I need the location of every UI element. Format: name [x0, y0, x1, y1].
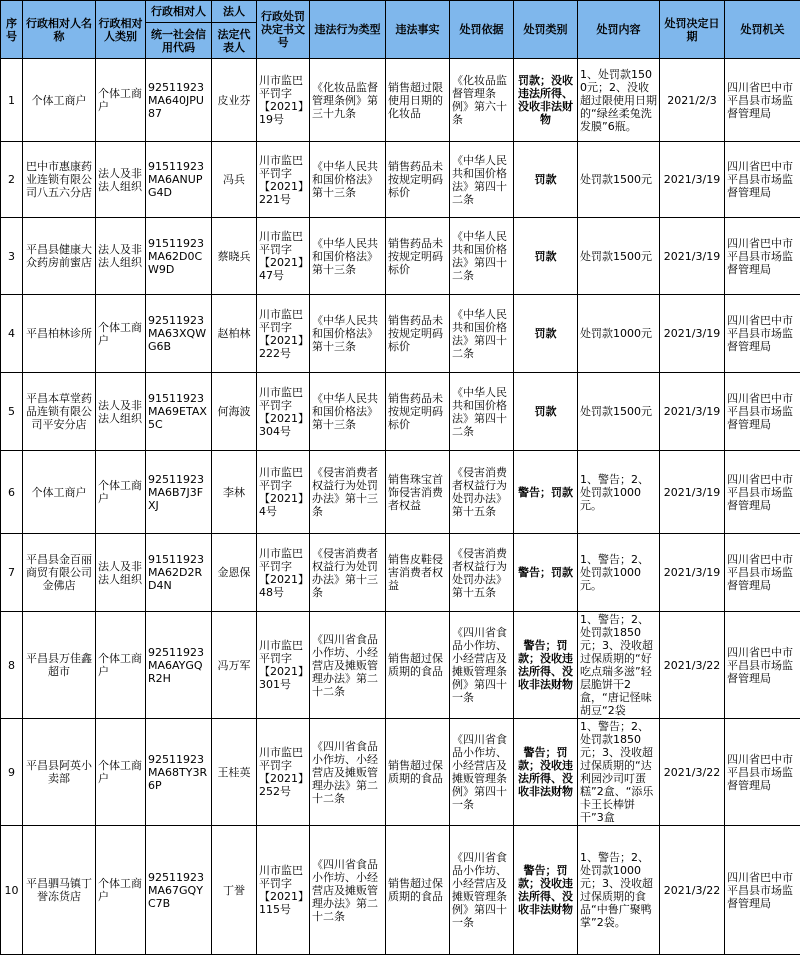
- cell-content: 1、警告；2、处罚款1000元。: [578, 451, 660, 534]
- cell-party-name: 个体工商户: [23, 451, 96, 534]
- cell-facts: 销售超过保质期的食品: [386, 826, 450, 955]
- cell-penalty-category: 警告；罚款；没收违法所得、没收非法财物: [514, 826, 578, 955]
- cell-facts: 销售超过限使用日期的化妆品: [386, 59, 450, 142]
- cell-doc-no: 川市监巴平罚字【2021】4号: [257, 451, 310, 534]
- cell-party-category: 法人及非法人组织: [96, 373, 146, 451]
- cell-legal-rep: 赵柏林: [212, 295, 257, 373]
- cell-legal-rep: 皮业芬: [212, 59, 257, 142]
- cell-basis: 《侵害消费者权益行为处罚办法》第十五条: [450, 534, 514, 612]
- cell-penalty-category: 罚款；没收违法所得、没收非法财物: [514, 59, 578, 142]
- cell-agency: 四川省巴中市平昌县市场监督管理局: [725, 451, 800, 534]
- cell-violation-type: 《化妆品监督管理条例》第三十九条: [310, 59, 386, 142]
- cell-credit-code: 92511923MA640JPU87: [146, 59, 212, 142]
- cell-basis: 《侵害消费者权益行为处罚办法》第十五条: [450, 451, 514, 534]
- cell-seq: 1: [1, 59, 23, 142]
- cell-doc-no: 川市监巴平罚字【2021】304号: [257, 373, 310, 451]
- cell-party-category: 个体工商户: [96, 295, 146, 373]
- cell-date: 2021/3/22: [660, 826, 725, 955]
- cell-date: 2021/3/22: [660, 719, 725, 826]
- cell-doc-no: 川市监巴平罚字【2021】19号: [257, 59, 310, 142]
- header-date: 处罚决定日期: [660, 1, 725, 59]
- header-party-group: 行政相对人: [146, 1, 212, 23]
- cell-agency: 四川省巴中市平昌县市场监督管理局: [725, 612, 800, 719]
- header-party-category: 行政相对人类别: [96, 1, 146, 59]
- cell-legal-rep: 丁誉: [212, 826, 257, 955]
- cell-party-category: 法人及非法人组织: [96, 534, 146, 612]
- cell-date: 2021/2/3: [660, 59, 725, 142]
- cell-agency: 四川省巴中市平昌县市场监督管理局: [725, 826, 800, 955]
- cell-basis: 《化妆品监督管理条例》第六十条: [450, 59, 514, 142]
- header-doc-no: 行政处罚决定书文号: [257, 1, 310, 59]
- cell-seq: 9: [1, 719, 23, 826]
- cell-credit-code: 92511923MA6B7J3FXJ: [146, 451, 212, 534]
- cell-party-name: 平昌县阿英小卖部: [23, 719, 96, 826]
- table-row: [1, 534, 800, 612]
- table-body: [1, 59, 800, 955]
- cell-violation-type: 《四川省食品小作坊、小经营店及摊贩管理办法》第二十二条: [310, 719, 386, 826]
- cell-doc-no: 川市监巴平罚字【2021】222号: [257, 295, 310, 373]
- cell-party-name: 平昌县万佳鑫超市: [23, 612, 96, 719]
- header-basis: 处罚依据: [450, 1, 514, 59]
- cell-facts: 销售超过保质期的食品: [386, 612, 450, 719]
- cell-facts: 销售超过保质期的食品: [386, 719, 450, 826]
- cell-date: 2021/3/19: [660, 451, 725, 534]
- cell-facts: 销售药品未按规定明码标价: [386, 218, 450, 295]
- cell-credit-code: 91511923MA6ANUPG4D: [146, 142, 212, 218]
- cell-legal-rep: 蔡晓兵: [212, 218, 257, 295]
- cell-facts: 销售药品未按规定明码标价: [386, 142, 450, 218]
- header-violation-type: 违法行为类型: [310, 1, 386, 59]
- cell-date: 2021/3/19: [660, 142, 725, 218]
- cell-date: 2021/3/19: [660, 373, 725, 451]
- cell-party-name: 个体工商户: [23, 59, 96, 142]
- cell-penalty-category: 警告；罚款；没收违法所得、没收非法财物: [514, 719, 578, 826]
- cell-violation-type: 《中华人民共和国价格法》第十三条: [310, 218, 386, 295]
- cell-legal-rep: 金恩保: [212, 534, 257, 612]
- cell-seq: 10: [1, 826, 23, 955]
- cell-doc-no: 川市监巴平罚字【2021】47号: [257, 218, 310, 295]
- table-row: [1, 612, 800, 719]
- cell-penalty-category: 警告；罚款；没收违法所得、没收非法财物: [514, 612, 578, 719]
- cell-agency: 四川省巴中市平昌县市场监督管理局: [725, 534, 800, 612]
- cell-doc-no: 川市监巴平罚字【2021】48号: [257, 534, 310, 612]
- cell-legal-rep: 冯万军: [212, 612, 257, 719]
- cell-facts: 销售皮鞋侵害消费者权益: [386, 534, 450, 612]
- cell-facts: 销售药品未按规定明码标价: [386, 295, 450, 373]
- cell-violation-type: 《四川省食品小作坊、小经营店及摊贩管理办法》第二十二条: [310, 826, 386, 955]
- cell-violation-type: 《四川省食品小作坊、小经营店及摊贩管理办法》第二十二条: [310, 612, 386, 719]
- cell-penalty-category: 罚款: [514, 218, 578, 295]
- cell-content: 处罚款1000元: [578, 295, 660, 373]
- header-content: 处罚内容: [578, 1, 660, 59]
- cell-doc-no: 川市监巴平罚字【2021】301号: [257, 612, 310, 719]
- header-legal-rep: 法定代表人: [212, 23, 257, 59]
- cell-legal-rep: 王桂英: [212, 719, 257, 826]
- cell-party-category: 个体工商户: [96, 59, 146, 142]
- table-row: [1, 373, 800, 451]
- cell-agency: 四川省巴中市平昌县市场监督管理局: [725, 373, 800, 451]
- cell-penalty-category: 罚款: [514, 373, 578, 451]
- cell-party-name: 平昌本草堂药品连锁有限公司平安分店: [23, 373, 96, 451]
- cell-content: 1、处罚款1500元；2、没收超过限使用日期的“绿丝柔兔洗发膜”6瓶。: [578, 59, 660, 142]
- cell-seq: 3: [1, 218, 23, 295]
- table-row: [1, 451, 800, 534]
- cell-seq: 4: [1, 295, 23, 373]
- table-row: [1, 218, 800, 295]
- cell-facts: 销售药品未按规定明码标价: [386, 373, 450, 451]
- cell-credit-code: 91511923MA69ETAX5C: [146, 373, 212, 451]
- cell-credit-code: 92511923MA63XQWG6B: [146, 295, 212, 373]
- cell-agency: 四川省巴中市平昌县市场监督管理局: [725, 719, 800, 826]
- cell-violation-type: 《中华人民共和国价格法》第十三条: [310, 295, 386, 373]
- cell-penalty-category: 警告；罚款: [514, 451, 578, 534]
- header-credit-code: 统一社会信用代码: [146, 23, 212, 59]
- cell-party-name: 平昌柏林诊所: [23, 295, 96, 373]
- cell-content: 1、警告；2、处罚款1000元。: [578, 534, 660, 612]
- cell-basis: 《四川省食品小作坊、小经营店及摊贩管理条例》第四十一条: [450, 826, 514, 955]
- cell-basis: 《四川省食品小作坊、小经营店及摊贩管理条例》第四十一条: [450, 719, 514, 826]
- cell-party-name: 平昌县金百丽商贸有限公司金佛店: [23, 534, 96, 612]
- cell-party-category: 法人及非法人组织: [96, 142, 146, 218]
- cell-party-category: 个体工商户: [96, 826, 146, 955]
- table-row: [1, 295, 800, 373]
- cell-violation-type: 《中华人民共和国价格法》第十三条: [310, 142, 386, 218]
- cell-content: 处罚款1500元: [578, 373, 660, 451]
- cell-credit-code: 92511923MA68TY3R6P: [146, 719, 212, 826]
- cell-date: 2021/3/19: [660, 295, 725, 373]
- cell-content: 1、警告；2、处罚款1000元；3、没收超过保质期的食品“中鲁广聚鸭掌”2袋。: [578, 826, 660, 955]
- cell-legal-rep: 何海波: [212, 373, 257, 451]
- cell-basis: 《中华人民共和国价格法》第四十二条: [450, 142, 514, 218]
- cell-penalty-category: 警告；罚款: [514, 534, 578, 612]
- cell-seq: 2: [1, 142, 23, 218]
- cell-date: 2021/3/19: [660, 218, 725, 295]
- cell-credit-code: 92511923MA6AYGQR2H: [146, 612, 212, 719]
- cell-facts: 销售珠宝首饰侵害消费者权益: [386, 451, 450, 534]
- cell-basis: 《中华人民共和国价格法》第四十二条: [450, 373, 514, 451]
- cell-party-category: 个体工商户: [96, 719, 146, 826]
- table-row: [1, 826, 800, 955]
- cell-content: 处罚款1500元: [578, 142, 660, 218]
- cell-agency: 四川省巴中市平昌县市场监督管理局: [725, 142, 800, 218]
- cell-content: 1、警告；2、处罚款1850元；3、没收超过保质期的“好吃点瑞多滋”轻层脆饼干2盒，“唐记怪味胡豆“2袋: [578, 612, 660, 719]
- cell-violation-type: 《侵害消费者权益行为处罚办法》第十三条: [310, 534, 386, 612]
- cell-date: 2021/3/22: [660, 612, 725, 719]
- header-seq: 序号: [1, 1, 23, 59]
- header-penalty-category: 处罚类别: [514, 1, 578, 59]
- cell-content: 1、警告；2、处罚款1850元；3、没收超过保质期的“达利园沙司叮蛋糕”2盒、“添乐卡王长棒饼干”3盒: [578, 719, 660, 826]
- cell-party-name: 平昌驷马镇丁誉冻货店: [23, 826, 96, 955]
- cell-basis: 《四川省食品小作坊、小经营店及摊贩管理条例》第四十一条: [450, 612, 514, 719]
- cell-party-name: 平昌县健康大众药房前蜜店: [23, 218, 96, 295]
- table-row: [1, 59, 800, 142]
- cell-violation-type: 《侵害消费者权益行为处罚办法》第十三条: [310, 451, 386, 534]
- header-facts: 违法事实: [386, 1, 450, 59]
- cell-seq: 7: [1, 534, 23, 612]
- cell-credit-code: 91511923MA62D0CW9D: [146, 218, 212, 295]
- header-row-top: [1, 1, 800, 23]
- cell-legal-rep: 冯兵: [212, 142, 257, 218]
- header-agency: 处罚机关: [725, 1, 800, 59]
- cell-seq: 5: [1, 373, 23, 451]
- cell-party-category: 个体工商户: [96, 451, 146, 534]
- cell-credit-code: 91511923MA62D2RD4N: [146, 534, 212, 612]
- cell-legal-rep: 李林: [212, 451, 257, 534]
- table-row: [1, 719, 800, 826]
- cell-agency: 四川省巴中市平昌县市场监督管理局: [725, 59, 800, 142]
- cell-doc-no: 川市监巴平罚字【2021】252号: [257, 719, 310, 826]
- cell-penalty-category: 罚款: [514, 142, 578, 218]
- cell-violation-type: 《中华人民共和国价格法》第十三条: [310, 373, 386, 451]
- cell-basis: 《中华人民共和国价格法》第四十二条: [450, 218, 514, 295]
- cell-date: 2021/3/19: [660, 534, 725, 612]
- header-party-name: 行政相对人名称: [23, 1, 96, 59]
- table-row: [1, 142, 800, 218]
- cell-doc-no: 川市监巴平罚字【2021】115号: [257, 826, 310, 955]
- cell-party-category: 法人及非法人组织: [96, 218, 146, 295]
- cell-party-category: 个体工商户: [96, 612, 146, 719]
- cell-content: 处罚款1500元: [578, 218, 660, 295]
- cell-agency: 四川省巴中市平昌县市场监督管理局: [725, 218, 800, 295]
- cell-seq: 8: [1, 612, 23, 719]
- cell-seq: 6: [1, 451, 23, 534]
- cell-basis: 《中华人民共和国价格法》第四十二条: [450, 295, 514, 373]
- cell-agency: 四川省巴中市平昌县市场监督管理局: [725, 295, 800, 373]
- cell-penalty-category: 罚款: [514, 295, 578, 373]
- cell-party-name: 巴中市惠康药业连锁有限公司八五六分店: [23, 142, 96, 218]
- header-legal-group: 法人: [212, 1, 257, 23]
- cell-doc-no: 川市监巴平罚字【2021】221号: [257, 142, 310, 218]
- cell-credit-code: 92511923MA67GQYC7B: [146, 826, 212, 955]
